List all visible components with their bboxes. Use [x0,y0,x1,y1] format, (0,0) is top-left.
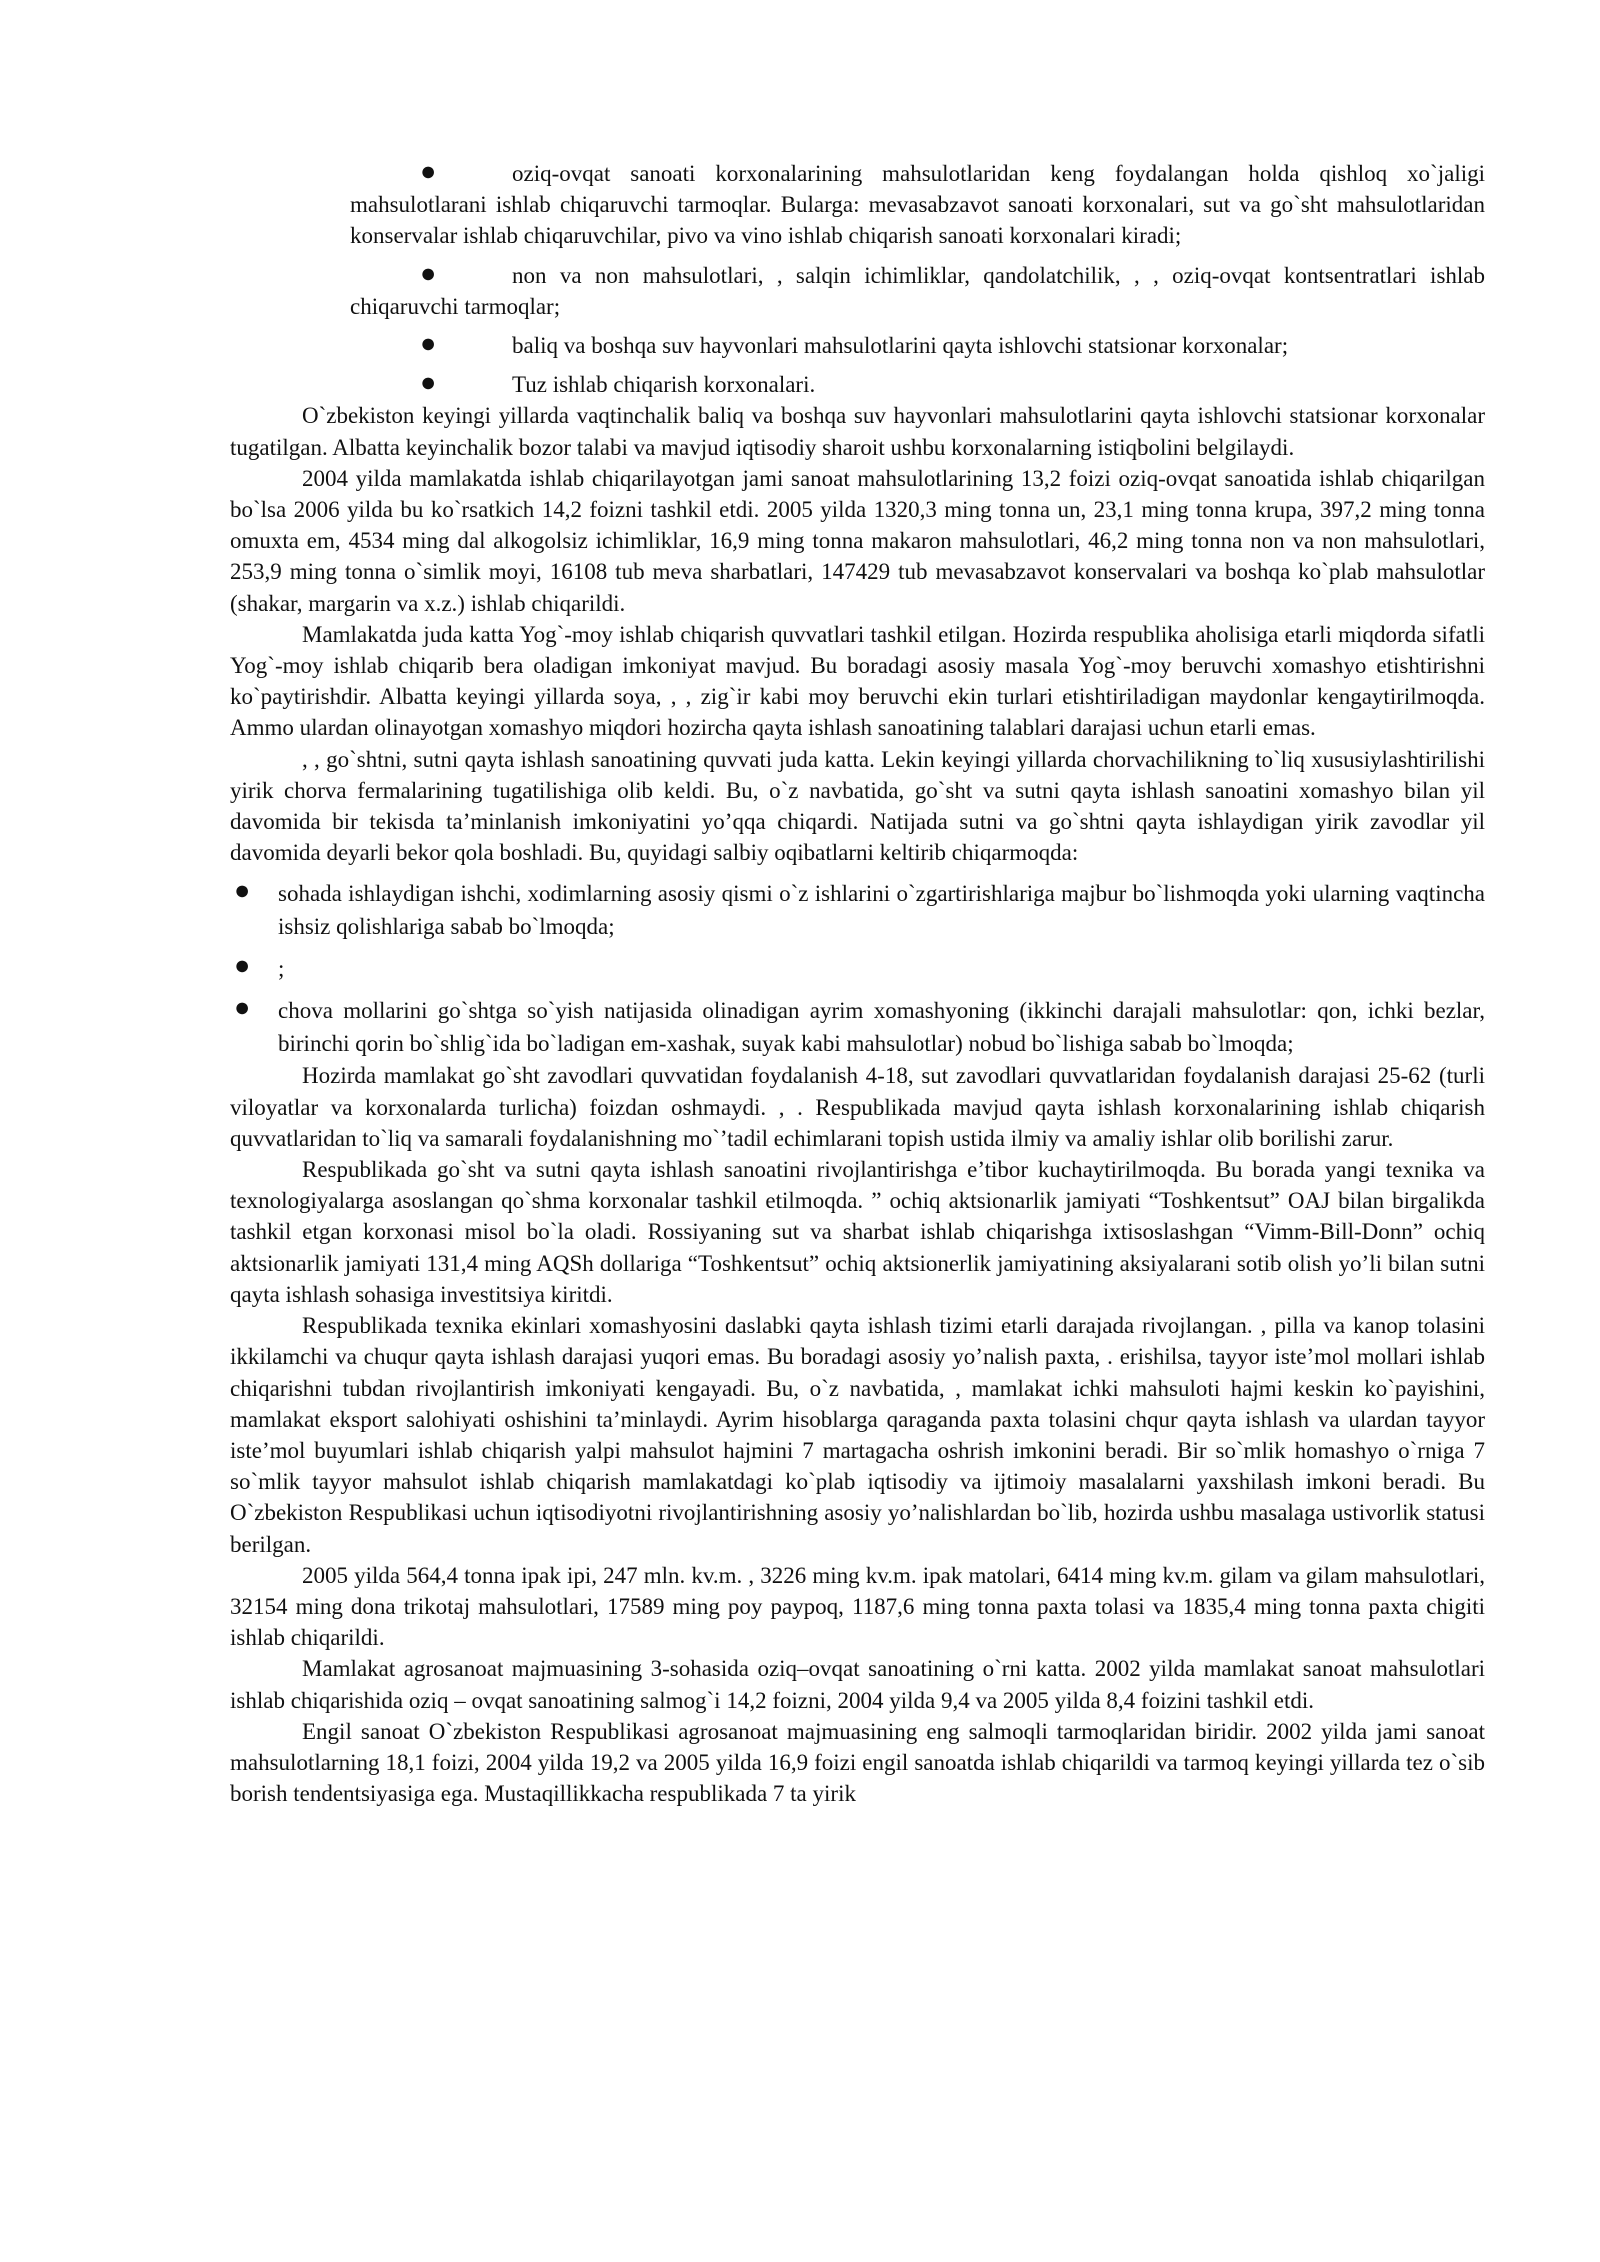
paragraph: 2004 yilda mamlakatda ishlab chiqarilayotgan jami sanoat mahsulotlarining 13,2 foizi oziq-ovqat sanoatida ishlab chiqarilgan bo`lsa 2006 yilda bu ko`rsatkich 14,2 foizni tashkil etdi. 2005 yilda 1320,3 ming tonna un, 23,1 ming tonna krupa, 397,2 ming tonna omuxta em, 4534 ming dal alkogolsiz ichimliklar, 16,9 ming tonna makaron mahsulotlari, 46,2 ming tonna non va non mahsulotlari, 253,9 ming tonna o`simlik moyi, 16108 tub meva sharbatlari, 147429 tub mevasabzavot konservalari va boshqa ko`plab mahsulotlar (shakar, margarin va x.z.) ishlab chiqarildi. [230,465,1485,616]
paragraph: Engil sanoat O`zbekiston Respublikasi agrosanoat majmuasining eng salmoqli tarmoqlaridan biridir. 2002 yilda jami sanoat mahsulotlarning 18,1 foizi, 2004 yilda 19,2 va 2005 yilda 16,9 foizi engil sanoatda ishlab chiqarildi va tarmoq keyingi yillarda tez o`sib borish tendentsiyasiga ega. Mustaqillikkacha respublikada 7 ta yirik [230,1718,1485,1807]
bullet-dot-icon: ● [420,156,437,186]
bullet-item [230,877,1485,943]
bullet-item [230,994,1485,1060]
bullet-text: baliq va boshqa suv hayvonlari mahsulotlarini qayta ishlovchi statsionar korxonalar; [512,333,1289,359]
bullet-dot-icon: ● [420,257,437,288]
bullet-item [350,330,1485,361]
paragraph: Respublikada go`sht va sutni qayta ishlash sanoatini rivojlantirishga e’tibor kuchaytirilmoqda. Bu borada yangi texnika va texnologiyalarga asoslangan qo`shma korxonalar tashkil etilmoqda. ” ochiq aktsionarlik jamiyati “Toshkentsut” OAJ bilan birgalikda tashkil etgan korxonasi misol bo`la oladi. Rossiyaning sut va sharbat ishlab chiqarishga ixtisoslashgan “Vimm-Bill-Donn” ochiq aktsionarlik jamiyati 131,4 ming AQSh dollariga “Toshkentsut” ochiq aktsionerlik jamiyatining aksiyalarani sotib olish yo’li bilan sutni qayta ishlash sohasiga investitsiya kiritdi. [230,1157,1485,1307]
document-page [230,158,1485,1809]
bullet-item [230,952,1485,985]
bullet-dot-icon: ● [420,328,437,359]
bullet-text: sohada ishlaydigan ishchi, xodimlarning asosiy qismi o`z ishlarini o`zgartirishlariga majbur bo`lishmoqda yoki ularning vaqtincha ishsiz qolishlariga sabab bo`lmoqda; [278,881,1485,940]
bullet-text: chova mollarini go`shtga so`yish natijasida olinadigan ayrim xomashyoning (ikkinchi darajali mahsulotlar: qon, ichki bezlar, birinchi qorin bo`shlig`ida bo`ladigan em-xashak, suyak kabi mahsulotlar) nobud bo`lishiga sabab bo`lmoqda; [278,998,1485,1057]
paragraph: Respublikada texnika ekinlari xomashyosini daslabki qayta ishlash tizimi etarli darajada rivojlangan. , pilla va kanop tolasini ikkilamchi va chuqur qayta ishlash darajasi yuqori emas. Bu boradagi asosiy yo’nalish paxta, . erishilsa, tayyor iste’mol mollari ishlab chiqarishni tubdan rivojlantirish imkoniyati kengayadi. Bu, o`z navbatida, , mamlakat ichki mahsuloti hajmi keskin ko`payishini, mamlakat eksport salohiyati oshishini ta’minlaydi. Ayrim hisoblarga qaraganda paxta tolasini chqur qayta ishlash va ulardan tayyor iste’mol buyumlari ishlab chiqarish yalpi mahsulot hajmini 7 martagacha oshrish imkonini beradi. Bir so`mlik homashyo o`rniga 7 so`mlik tayyor mahsulot ishlab chiqarish mamlakatdagi ko`plab iqtisodiy va ijtimoiy masalalarni yaxshilash imkoni beradi. Bu O`zbekiston Respublikasi uchun iqtisodiyotni rivojlantirishning asosiy yo’nalishlardan bo`lib, hozirda ushbu masalaga ustivorlik statusi berilgan. [230,1313,1485,1557]
bullet-item [350,158,1485,252]
paragraph: 2005 yilda 564,4 tonna ipak ipi, 247 mln. kv.m. , 3226 ming kv.m. ipak matolari, 6414 ming kv.m. gilam va gilam mahsulotlari, 32154 ming dona trikotaj mahsulotlari, 17589 ming poy paypoq, 1187,6 ming tonna paxta tolasi va 1835,4 ming tonna paxta chigiti ishlab chiqarildi. [230,1562,1485,1651]
bullet-text: oziq-ovqat sanoati korxonalarining mahsulotlaridan keng foydalangan holda qishloq xo`jaligi mahsulotlarani ishlab chiqaruvchi tarmoqlar. Bularga: mevasabzavot sanoati korxonalari, sut va go`sht mahsulotlaridan konservalar ishlab chiqaruvchilar, pivo va vino ishlab chiqarish sanoati korxonalari kiradi; [350,161,1485,249]
paragraph: Mamlakat agrosanoat majmuasining 3-sohasida oziq–ovqat sanoatining o`rni katta. 2002 yilda mamlakat sanoat mahsulotlari ishlab chiqarishida oziq – ovqat sanoatining salmog`i 14,2 foizni, 2004 yilda 9,4 va 2005 yilda 8,4 foizini tashkil etdi. [230,1656,1485,1713]
paragraph: Mamlakatda juda katta Yog`-moy ishlab chiqarish quvvatlari tashkil etilgan. Hozirda respublika aholisiga etarli miqdorda sifatli Yog`-moy ishlab chiqarib bera oladigan imkoniyat mavjud. Bu boradagi asosiy masala Yog`-moy beruvchi xomashyo etishtirishni ko`paytirishdir. Albatta keyingi yillarda soya, , , zig`ir kabi moy beruvchi ekin turlari etishtiriladigan maydonlar kengaytirilmoqda. Ammo ulardan olinayotgan xomashyo miqdori hozircha qayta ishlash sanoatining talablari darajasi uchun etarli emas. [230,621,1485,741]
bullet-item [350,369,1485,400]
paragraph: O`zbekiston keyingi yillarda vaqtinchalik baliq va boshqa suv hayvonlari mahsulotlarini qayta ishlovchi statsionar korxonalar tugatilgan. Albatta keyinchalik bozor talabi va mavjud iqtisodiy sharoit ushbu korxonalarning istiqbolini belgilaydi. [230,403,1485,460]
bullet-item [350,257,1485,322]
bullet-dot-icon: ● [234,992,251,1023]
bullet-dot-icon: ● [420,367,437,398]
bullet-dot-icon: ● [234,950,251,981]
bullet-text: ; [278,956,285,982]
bullet-dot-icon: ● [234,875,251,906]
bullet-text: non va non mahsulotlari, , salqin ichimliklar, qandolatchilik, , , oziq-ovqat kontsentratlari ishlab chiqaruvchi tarmoqlar; [350,262,1485,319]
bullet-text: Tuz ishlab chiqarish korxonalari. [512,372,816,398]
paragraph: , , go`shtni, sutni qayta ishlash sanoatining quvvati juda katta. Lekin keyingi yillarda chorvachilikning to`liq xususiylashtirilishi yirik chorva fermalarining tugatilishiga olib keldi. Bu, o`z navbatida, go`sht va sutni qayta ishlash sanoatini xomashyo bilan yil davomida bir tekisda ta’minlanish imkoniyatini yo’qqa chiqardi. Natijada sutni va go`shtni qayta ishlaydigan yirik zavodlar yil davomida deyarli bekor qola boshladi. Bu, quyidagi salbiy oqibatlarni keltirib chiqarmoqda: [230,746,1485,866]
paragraph: Hozirda mamlakat go`sht zavodlari quvvatidan foydalanish 4-18, sut zavodlari quvvatlaridan foydalanish darajasi 25-62 (turli viloyatlar va korxonalarda turlicha) foizdan oshmaydi. , . Respublikada mavjud qayta ishlash korxonalarining ishlab chiqarish quvvatlaridan to`liq va samarali foydalanishning mo`’tadil echimlarani topish ustida ilmiy va amaliy ishlar olib borilishi zarur. [230,1063,1485,1151]
